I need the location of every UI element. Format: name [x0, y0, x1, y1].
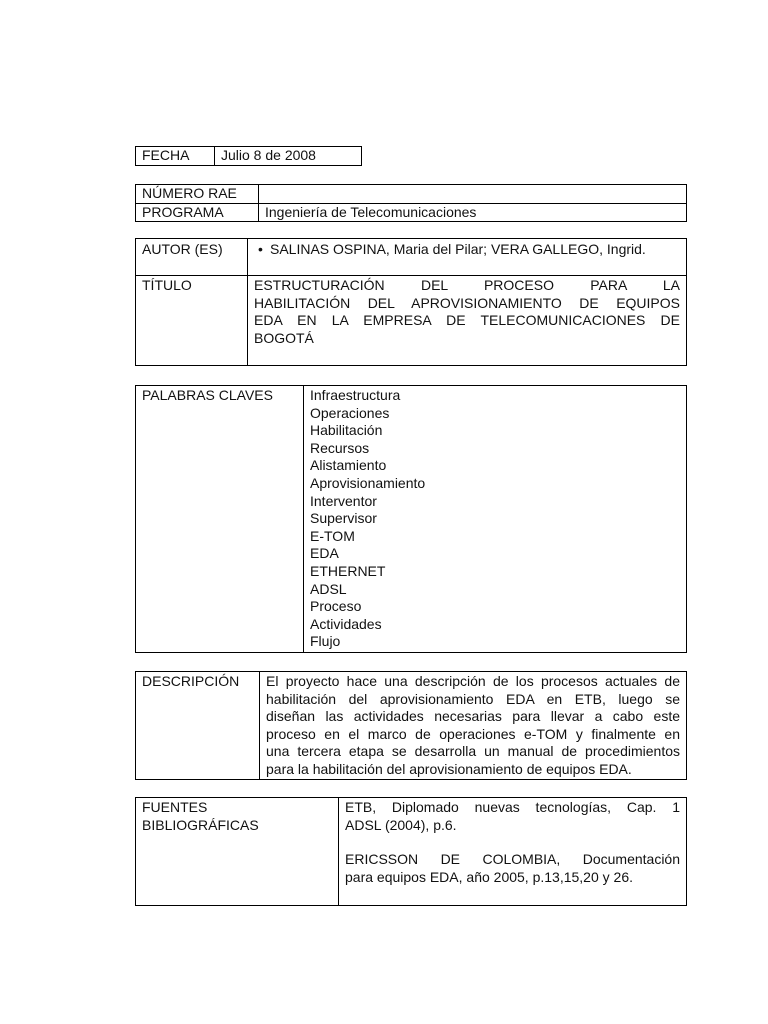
- programa-label: PROGRAMA: [136, 203, 259, 222]
- keyword-item: Operaciones: [310, 404, 390, 421]
- palabras-table: [135, 385, 687, 653]
- programa-value: Ingeniería de Telecomunicaciones: [259, 203, 687, 222]
- fuentes-cell: [339, 798, 687, 906]
- descripcion-label: DESCRIPCIÓN: [136, 672, 260, 780]
- descripcion-cell: [260, 672, 687, 780]
- fuente-ref1-line2: ADSL (2004), p.6.: [345, 816, 457, 833]
- keyword-item: Supervisor: [310, 510, 377, 527]
- fuentes-table: [135, 797, 687, 906]
- fuente-ref2-line1: ERICSSON DE COLOMBIA, Documentación: [345, 851, 680, 867]
- keyword-item: Recursos: [310, 439, 370, 456]
- autor-cell: [248, 239, 687, 276]
- descripcion-line: El proyecto hace una descripción de los procesos actuales de: [266, 673, 680, 689]
- keyword-item: ETHERNET: [310, 562, 386, 579]
- fuentes-label-cell: [136, 798, 339, 906]
- titulo-line: EDA EN LA EMPRESA DE TELECOMUNICACIONES DE: [254, 312, 680, 328]
- programa-table: [135, 184, 687, 222]
- fecha-table: [135, 146, 362, 166]
- keyword-item: Aprovisionamiento: [310, 474, 426, 491]
- fuentes-label-line1: FUENTES: [142, 799, 208, 815]
- fuentes-label-line2: BIBLIOGRÁFICAS: [142, 816, 259, 833]
- keyword-item: EDA: [310, 545, 339, 562]
- descripcion-line: diseñan las actividades necesarias para llevar a cabo este: [266, 708, 680, 724]
- keyword-item: Interventor: [310, 492, 377, 509]
- keyword-item: Infraestructura: [310, 387, 401, 403]
- descripcion-table: [135, 671, 687, 780]
- autor-item: [254, 241, 680, 259]
- numero-rae-label: NÚMERO RAE: [136, 185, 259, 204]
- keyword-item: Actividades: [310, 615, 382, 632]
- fuente-spacer: [345, 834, 680, 851]
- autor-label: AUTOR (ES): [136, 239, 248, 276]
- keyword-item: Habilitación: [310, 422, 383, 439]
- titulo-label: TÍTULO: [136, 276, 248, 366]
- fuente-ref1-line1: ETB, Diplomado nuevas tecnologías, Cap. 1: [345, 799, 680, 815]
- fecha-label: FECHA: [136, 147, 215, 166]
- keyword-item: E-TOM: [310, 527, 355, 544]
- keyword-item: Alistamiento: [310, 457, 387, 474]
- titulo-line: HABILITACIÓN DEL APROVISIONAMIENTO DE EQUIPOS: [254, 294, 680, 311]
- keyword-item: Flujo: [310, 633, 341, 650]
- keyword-item: Proceso: [310, 598, 362, 615]
- descripcion-line: para la habilitación del aprovisionamiento de equipos EDA.: [266, 760, 632, 777]
- titulo-line: BOGOTÁ: [254, 329, 314, 346]
- keyword-item: ADSL: [310, 580, 347, 597]
- autor-titulo-table: [135, 238, 687, 366]
- numero-rae-value: [259, 185, 687, 204]
- autor-value: SALINAS OSPINA, Maria del Pilar; VERA GALLEGO, Ingrid.: [270, 241, 646, 257]
- descripcion-line: proceso en el marco de operaciones e-TOM y finalmente en: [266, 725, 680, 742]
- palabras-label: PALABRAS CLAVES: [136, 386, 304, 653]
- fuente-ref2-line2: para equipos EDA, año 2005, p.13,15,20 y 26.: [345, 868, 633, 885]
- descripcion-line: habilitación del aprovisionamiento EDA en ETB, luego se: [266, 690, 680, 707]
- descripcion-line: una tercera etapa se desarrolla un manual de procedimientos: [266, 743, 680, 759]
- keyword-list: [310, 387, 680, 651]
- titulo-line: ESTRUCTURACIÓN DEL PROCESO PARA LA: [254, 277, 680, 293]
- titulo-cell: [248, 276, 687, 366]
- palabras-cell: [304, 386, 687, 653]
- bullet-icon: •: [258, 241, 263, 257]
- autor-list: [254, 241, 680, 259]
- fecha-value: Julio 8 de 2008: [215, 147, 362, 166]
